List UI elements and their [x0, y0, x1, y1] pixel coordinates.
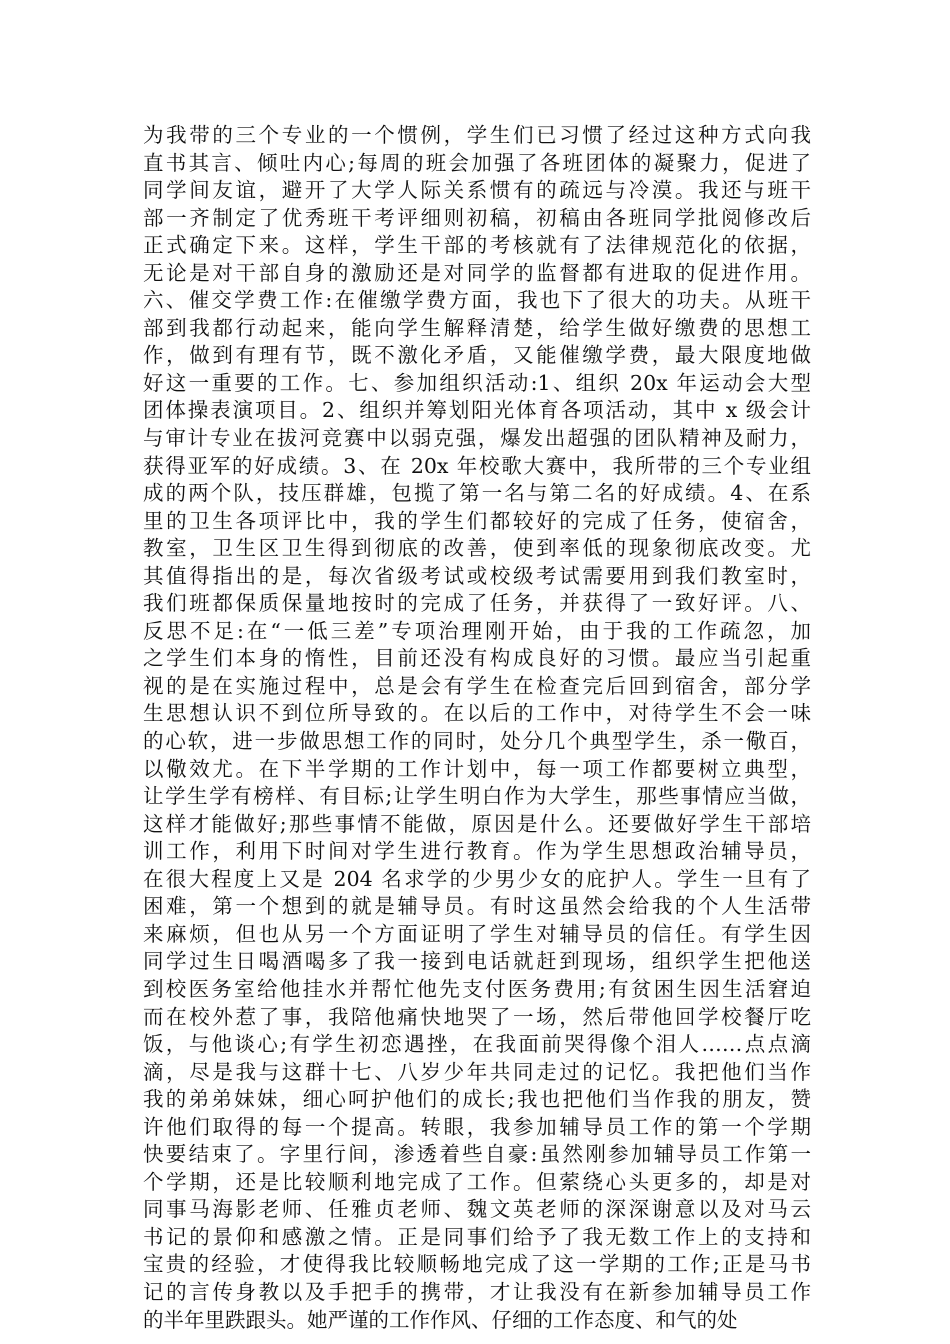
text-line: 作，做到有理有节，既不激化矛盾，又能催缴学费，最大限度地做	[143, 343, 811, 368]
text-line: 宝贵的经验，才使得我比较顺畅地完成了这一学期的工作;正是马书	[143, 1252, 811, 1277]
text-line: 团体操表演项目。2、组织并筹划阳光体育各项活动，其中 x 级会计	[143, 398, 811, 423]
text-line: 滴，尽是我与这群十七、八岁少年共同走过的记忆。我把他们当作	[143, 1059, 811, 1084]
text-line: 其值得指出的是，每次省级考试或校级考试需要用到我们教室时，	[143, 563, 811, 588]
text-line: 反思不足:在“一低三差”专项治理刚开始，由于我的工作疏忽，加	[143, 618, 811, 643]
text-line: 生思想认识不到位所导致的。在以后的工作中，对待学生不会一味	[143, 701, 811, 726]
text-line: 而在校外惹了事，我陪他痛快地哭了一场，然后带他回学校餐厅吃	[143, 1004, 811, 1029]
text-line: 同学过生日喝酒喝多了我一接到电话就赶到现场，组织学生把他送	[143, 949, 811, 974]
text-line: 与审计专业在拔河竞赛中以弱克强，爆发出超强的团队精神及耐力，	[143, 426, 811, 451]
text-line: 在很大程度上又是 204 名求学的少男少女的庇护人。学生一旦有了	[143, 866, 811, 891]
text-line: 直书其言、倾吐内心;每周的班会加强了各班团体的凝聚力，促进了	[143, 150, 811, 175]
text-line: 获得亚军的好成绩。3、在 20x 年校歌大赛中，我所带的三个专业组	[143, 453, 811, 478]
text-line: 部到我都行动起来，能向学生解释清楚，给学生做好缴费的思想工	[143, 315, 811, 340]
text-line: 同事马海影老师、任雅贞老师、魏文英老师的深深谢意以及对马云	[143, 1197, 811, 1222]
text-line: 让学生学有榜样、有目标;让学生明白作为大学生，那些事情应当做，	[143, 784, 811, 809]
text-line: 之学生们本身的惰性，目前还没有构成良好的习惯。最应当引起重	[143, 646, 811, 671]
text-line: 无论是对干部自身的激励还是对同学的监督都有进取的促进作用。	[143, 260, 811, 285]
body-text	[143, 122, 811, 1334]
text-line: 快要结束了。字里行间，渗透着些自豪:虽然刚参加辅导员工作第一	[143, 1142, 811, 1167]
text-line: 里的卫生各项评比中，我的学生们都较好的完成了任务，使宿舍，	[143, 508, 811, 533]
text-line: 教室，卫生区卫生得到彻底的改善，使到率低的现象彻底改变。尤	[143, 536, 811, 561]
text-line: 正式确定下来。这样，学生干部的考核就有了法律规范化的依据，	[143, 233, 811, 258]
text-line: 六、催交学费工作:在催缴学费方面，我也下了很大的功夫。从班干	[143, 288, 811, 313]
text-line: 的心软，进一步做思想工作的同时，处分几个典型学生，杀一儆百，	[143, 729, 811, 754]
text-line: 许他们取得的每一个提高。转眼，我参加辅导员工作的第一个学期	[143, 1114, 811, 1139]
text-line: 以儆效尤。在下半学期的工作计划中，每一项工作都要树立典型，	[143, 756, 811, 781]
text-line: 为我带的三个专业的一个惯例，学生们已习惯了经过这种方式向我	[143, 123, 811, 147]
text-line: 训工作，利用下时间对学生进行教育。作为学生思想政治辅导员，	[143, 839, 811, 864]
text-line: 困难，第一个想到的就是辅导员。有时这虽然会给我的个人生活带	[143, 894, 811, 919]
text-line: 同学间友谊，避开了大学人际关系惯有的疏远与冷漠。我还与班干	[143, 178, 811, 203]
text-line: 个学期，还是比较顺利地完成了工作。但萦绕心头更多的，却是对	[143, 1169, 811, 1194]
text-line: 我的弟弟妹妹，细心呵护他们的成长;我也把他们当作我的朋友，赞	[143, 1087, 811, 1112]
text-line: 到校医务室给他挂水并帮忙他先支付医务费用;有贫困生因生活窘迫	[143, 976, 811, 1001]
text-line: 书记的景仰和感激之情。正是同事们给予了我无数工作上的支持和	[143, 1224, 811, 1249]
text-line: 成的两个队，技压群雄，包揽了第一名与第二名的好成绩。4、在系	[143, 481, 811, 506]
text-line: 这样才能做好;那些事情不能做，原因是什么。还要做好学生干部培	[143, 811, 811, 836]
text-line: 饭，与他谈心;有学生初恋遇挫，在我面前哭得像个泪人……点点滴	[143, 1032, 811, 1057]
text-line: 来麻烦，但也从另一个方面证明了学生对辅导员的信任。有学生因	[143, 921, 811, 946]
text-line: 的半年里跌跟头。她严谨的工作作风、仔细的工作态度、和气的处	[143, 1307, 738, 1332]
text-line: 记的言传身教以及手把手的携带，才让我没有在新参加辅导员工作	[143, 1279, 811, 1304]
text-line: 我们班都保质保量地按时的完成了任务，并获得了一致好评。八、	[143, 591, 811, 616]
text-line: 部一齐制定了优秀班干考评细则初稿，初稿由各班同学批阅修改后	[143, 205, 811, 230]
text-line: 好这一重要的工作。七、参加组织活动:1、组织 20x 年运动会大型	[143, 370, 811, 395]
text-line: 视的是在实施过程中，总是会有学生在检查完后回到宿舍，部分学	[143, 673, 811, 698]
